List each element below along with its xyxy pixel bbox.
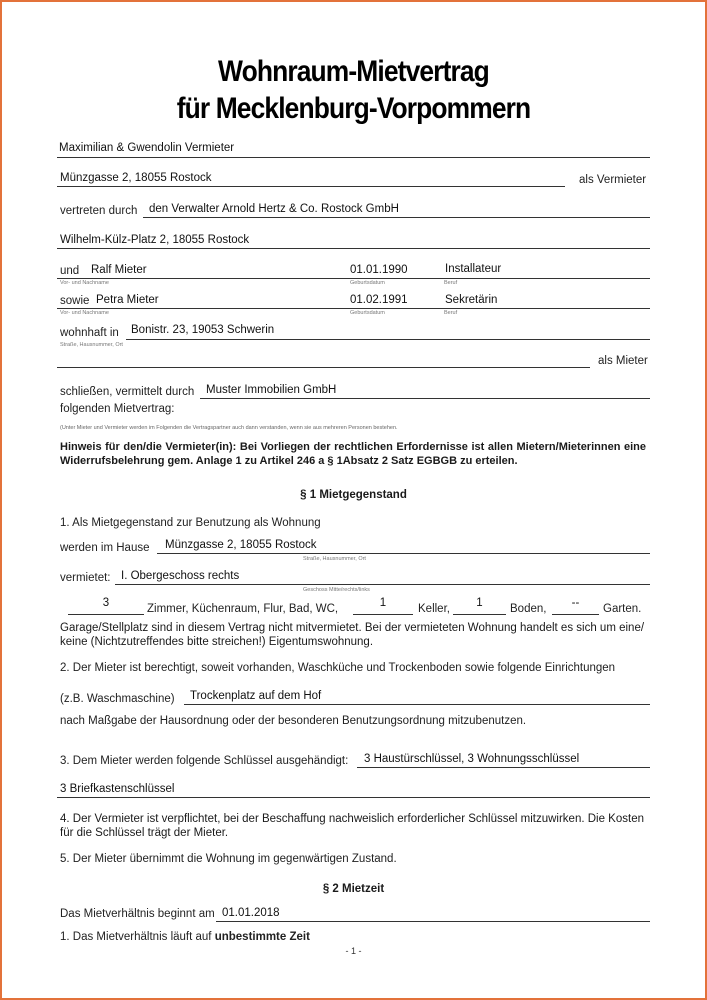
hint-paragraph: Hinweis für den/die Vermieter(in): Bei Vorliegen der rechtlichen Erfordernisse ist allen Mietern/Mieterinnen eine Widerrufsbelehrung gem. Anlage 1 zu Artikel 246 a § 1Absatz 2 Satz EGBGB zu erteilen. [60,441,646,467]
rooms-label: Zimmer, Küchenraum, Flur, Bad, WC, [147,603,339,615]
tenant-2-name[interactable]: Petra Mieter [96,294,159,306]
underline [57,248,650,249]
p2-example-label: (z.B. Waschmaschine) [60,693,175,705]
keys-value[interactable]: 3 Haustürschlüssel, 3 Wohnungsschlüssel [364,753,580,765]
underline [216,921,650,922]
floor-caption: Geschoss Mitte/rechts/links [303,587,370,593]
tenant-1-job[interactable]: Installateur [445,263,502,275]
underline [57,308,650,309]
underline [357,767,650,768]
section-1-heading: § 1 Mietgegenstand [300,489,407,501]
underline [57,367,590,368]
underline [453,614,506,615]
start-date[interactable]: 01.01.2018 [222,907,280,919]
resident-address[interactable]: Bonistr. 23, 19053 Schwerin [131,324,275,336]
and-label: und [60,265,80,277]
underline [68,614,144,615]
title-line-1: Wohnraum-Mietvertrag [218,55,489,88]
p2-facilities-value[interactable]: Trockenplatz auf dem Hof [190,690,322,702]
underline [200,398,650,399]
representative-address[interactable]: Wilhelm-Külz-Platz 2, 18055 Rostock [60,234,250,246]
as-landlord-label: als Vermieter [579,174,647,186]
s1-p1: 1. Als Mietgegenstand zur Benutzung als Wohnung [60,517,321,529]
agency-label: schließen, vermittelt durch [60,386,195,398]
garden-label: Garten. [603,603,642,615]
cellar-label: Keller, [418,603,450,615]
landlord-name[interactable]: Maximilian & Gwendolin Vermieter [59,142,235,154]
cellar-count[interactable]: 1 [379,597,387,609]
landlord-address[interactable]: Münzgasse 2, 18055 Rostock [60,172,212,184]
underline [57,157,650,158]
name-caption: Vor- und Nachname [60,310,109,316]
underline [157,553,650,554]
underline [552,614,599,615]
house-caption: Straße, Hausnummer, Ort [303,556,366,562]
birth-caption: Geburtsdatum [350,310,385,316]
also-label: sowie [60,295,90,307]
s1-p4: 4. Der Vermieter ist verpflichtet, bei der Beschaffung nachweislich erforderlicher Schlüssel mitzuwirken. Die Kosten für die Schlüssel trägt der Mieter. [60,813,644,839]
as-tenant-label: als Mieter [598,355,648,367]
rooms-count[interactable]: 3 [102,597,110,609]
contract-label: folgenden Mietvertrag: [60,403,175,415]
tenant-2-job[interactable]: Sekretärin [445,294,498,306]
resident-label: wohnhaft in [60,327,119,339]
house-label: werden im Hause [60,542,150,554]
underline [353,614,413,615]
attic-count[interactable]: 1 [476,597,483,609]
attic-label: Boden, [510,603,547,615]
title-line-2: für Mecklenburg-Vorpommern [176,92,531,125]
small-note: (Unter Mieter und Vermieter werden im Folgenden die Vertragspartner auch dann verstanden, wenn sie aus mehreren Personen bestehen. [60,425,398,431]
s1-p5: 5. Der Mieter übernimmt die Wohnung im gegenwärtigen Zustand. [60,853,397,865]
rented-floor[interactable]: I. Obergeschoss rechts [121,570,240,582]
s1-p3: 3. Dem Mieter werden folgende Schlüssel ausgehändigt: [60,755,349,767]
tenant-1-birthdate[interactable]: 01.01.1990 [350,264,408,276]
tenant-1-name[interactable]: Ralf Mieter [91,264,147,276]
keys-value-2[interactable]: 3 Briefkastenschlüssel [60,783,175,795]
represented-by-value[interactable]: den Verwalter Arnold Hertz & Co. Rostock GmbH [149,203,399,215]
s1-p2: 2. Der Mieter ist berechtigt, soweit vorhanden, Waschküche und Trockenboden sowie folgende Einrichtungen [60,662,616,674]
tenant-2-birthdate[interactable]: 01.02.1991 [350,294,408,306]
birth-caption: Geburtsdatum [350,280,385,286]
job-caption: Beruf [444,280,458,286]
underline [57,797,650,798]
section-2-heading: § 2 Mietzeit [322,883,385,895]
garden-count[interactable]: -- [571,597,580,609]
garage-paragraph: Garage/Stellplatz sind in diesem Vertrag nicht mitvermietet. Bei der vermieteten Wohnung handelt es sich um eine/ keine (Nichtzutreffendes bitte streichen!) Eigentumswohnung. [60,622,645,648]
underline [143,217,650,218]
agency-name[interactable]: Muster Immobilien GmbH [206,384,337,396]
underline [57,186,565,187]
page-number: - 1 - [345,946,362,956]
represented-label: vertreten durch [60,205,138,217]
underline [126,339,650,340]
rented-label: vermietet: [60,572,111,584]
house-address[interactable]: Münzgasse 2, 18055 Rostock [165,539,317,551]
underline [184,704,650,705]
underline [57,278,650,279]
start-label: Das Mietverhältnis beginnt am [60,908,215,920]
underline [115,584,650,585]
s2-p1 [60,931,310,943]
address-caption: Straße, Hausnummer, Ort [60,342,123,348]
s2-p1-text: 1. Das Mietverhältnis läuft auf [60,931,212,943]
s2-p1-bold: unbestimmte Zeit [214,931,310,943]
s1-p2-tail: nach Maßgabe der Hausordnung oder der besonderen Benutzungsordnung mitzubenutzen. [60,715,527,727]
name-caption: Vor- und Nachname [60,280,109,286]
job-caption: Beruf [444,310,458,316]
